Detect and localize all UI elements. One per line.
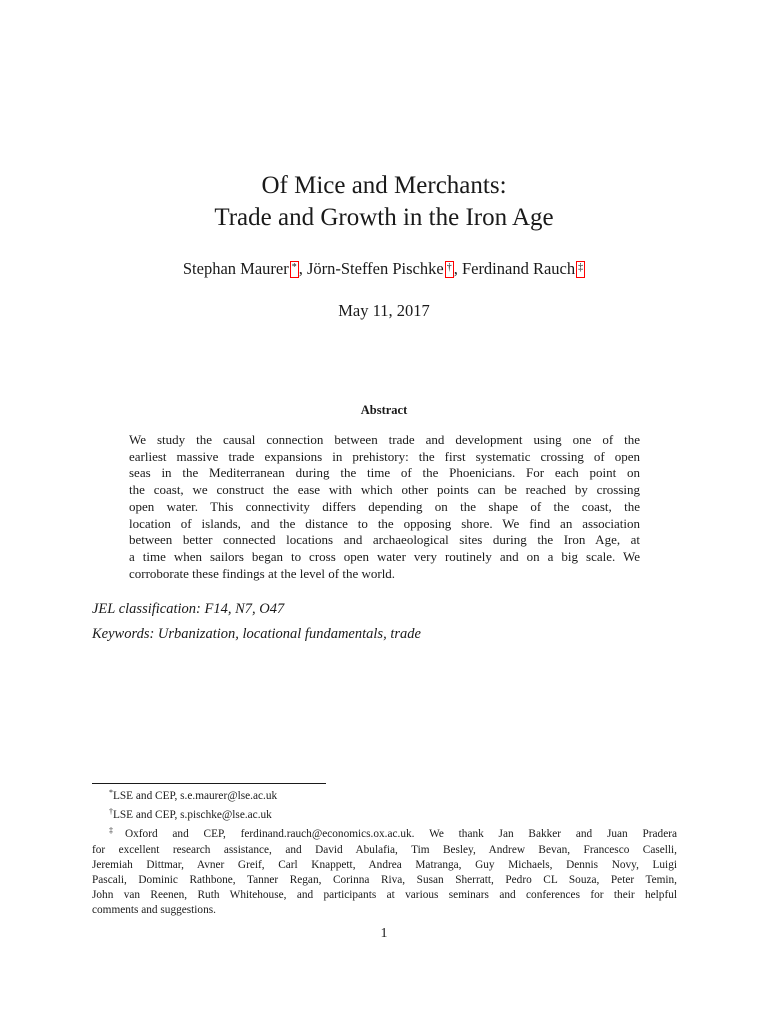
page-number: 1 <box>380 926 388 941</box>
footnote-text: Oxford and CEP, ferdinand.rauch@economics.ox.ac.uk. We thank Jan Bakker and Juan Pradera <box>124 828 677 841</box>
keywords: Keywords: Urbanization, locational fundamentals, trade <box>92 626 421 642</box>
abstract-line: seas in the Mediterranean during the time of the Phoenicians. For each point on <box>129 465 640 481</box>
title-line-2: Trade and Growth in the Iron Age <box>214 204 554 231</box>
author-name: Jörn-Steffen Pischke <box>306 259 444 278</box>
footnote-line: Pascali, Dominic Rathbone, Tanner Regan, Corinna Riva, Susan Sherratt, Pedro CL Souza, Peter Temin, <box>92 874 677 887</box>
title-line-1: Of Mice and Merchants: <box>261 172 507 199</box>
footnote-line: for excellent research assistance, and David Abulafia, Tim Besley, Andrew Bevan, Francesco Caselli, <box>92 843 677 856</box>
footnote-line <box>92 823 677 842</box>
jel-classification: JEL classification: F14, N7, O47 <box>92 601 285 617</box>
footnote-link-author-1[interactable]: * <box>290 261 299 278</box>
footnotes <box>92 785 677 919</box>
author-name: Ferdinand Rauch <box>461 259 576 278</box>
abstract-text <box>129 432 640 582</box>
footnote-divider <box>92 783 326 784</box>
author-list <box>0 258 768 280</box>
footnote-line: comments and suggestions. <box>92 904 216 917</box>
footnote-line: John van Reenen, Ruth Whitehouse, and participants at various seminars and conferences for their helpful <box>92 889 677 902</box>
footnote-mark: * <box>109 788 113 797</box>
abstract-line: We study the causal connection between trade and development using one of the <box>129 432 640 447</box>
footnote-line: Jeremiah Dittmar, Avner Greif, Carl Knappett, Andrea Matranga, Guy Michaels, Dennis Novy, Luigi <box>92 858 677 871</box>
author-separator: , <box>453 259 462 278</box>
abstract-line: corroborate these findings at the level of the world. <box>129 565 396 581</box>
abstract-line: earliest massive trade expansions in prehistory: the first systematic crossing of open <box>129 448 640 464</box>
paper-title <box>0 170 768 234</box>
footnote-mark: ‡ <box>109 826 125 836</box>
footnote-1 <box>92 785 677 804</box>
abstract-heading: Abstract <box>360 403 408 417</box>
abstract-line: location of islands, and the distance to the opposing shore. We find an association <box>129 515 640 531</box>
footnote-link-author-2[interactable]: † <box>445 261 454 278</box>
footnote-mark: † <box>109 807 113 817</box>
footnote-text: LSE and CEP, s.pischke@lse.ac.uk <box>113 809 272 822</box>
footnote-text: LSE and CEP, s.e.maurer@lse.ac.uk <box>113 790 278 802</box>
author-separator: , <box>298 259 307 278</box>
footnote-3 <box>92 823 677 918</box>
abstract-line: open water. This connectivity differs depending on the shape of the coast, the <box>129 498 640 514</box>
author-name: Stephan Maurer <box>182 259 289 278</box>
paper-date: May 11, 2017 <box>338 301 430 320</box>
footnote-2 <box>92 804 677 823</box>
abstract-line: between better connected locations and archaeological sites during the Iron Age, at <box>129 532 640 548</box>
abstract-line: a time when sailors began to cross open water very routinely and on a big scale. We <box>129 548 640 564</box>
footnote-link-author-3[interactable]: ‡ <box>576 261 585 278</box>
abstract-line: the coast, we construct the ease with which other points can be reached by crossing <box>129 482 640 498</box>
